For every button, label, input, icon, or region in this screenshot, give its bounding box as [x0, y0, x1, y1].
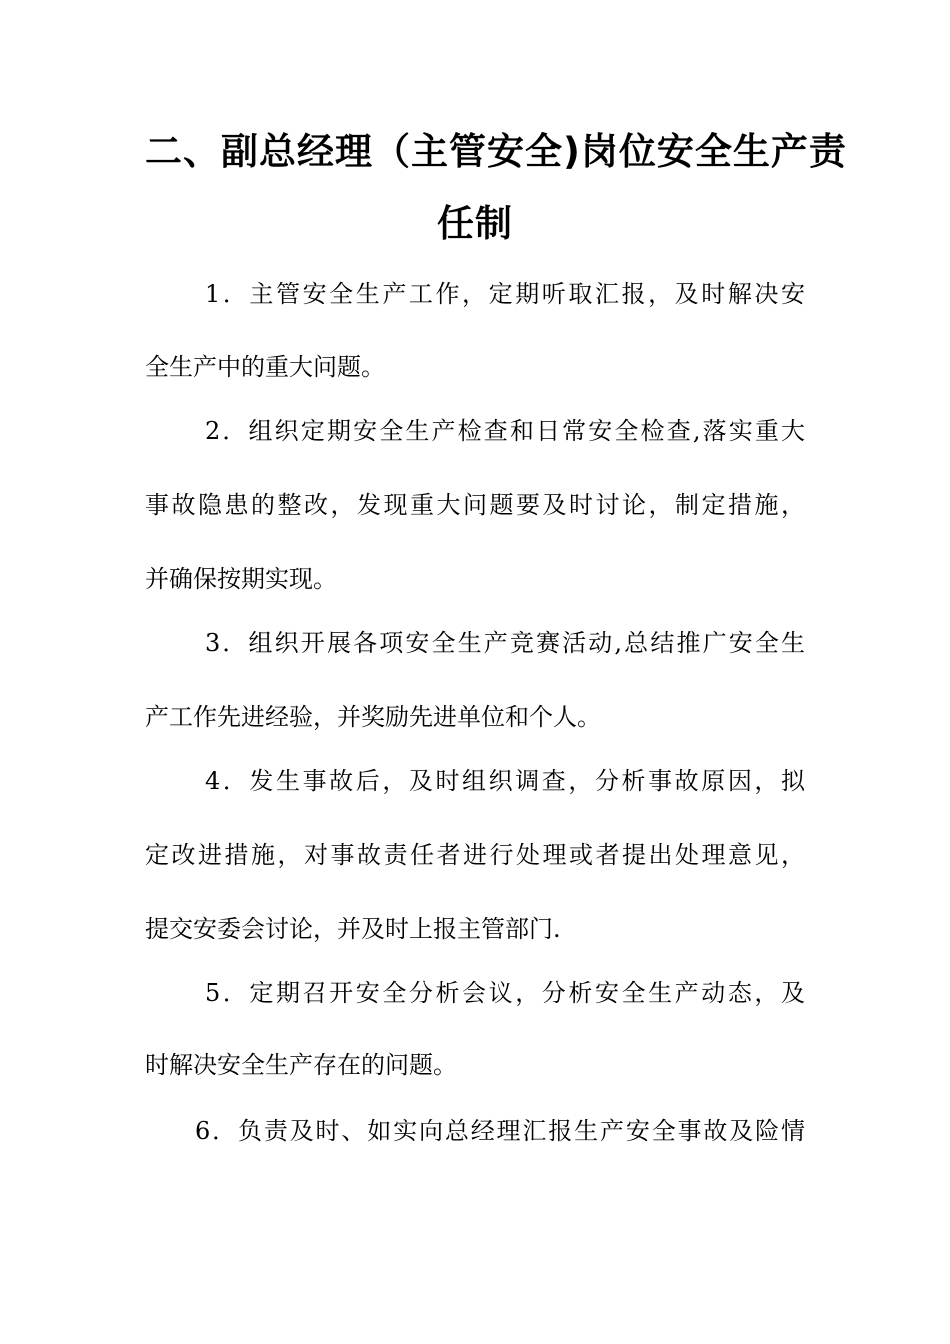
- paragraph-4-line-2: 定改进措施，对事故责任者进行处理或者提出处理意见，: [145, 841, 805, 869]
- paragraph-4-line-1: 4．发生事故后，及时组织调查，分析事故原因，拟: [205, 767, 805, 795]
- document-title-line-2: 任制: [437, 202, 513, 245]
- paragraph-5-line-1: 5．定期召开安全分析会议，分析安全生产动态，及: [205, 979, 805, 1007]
- paragraph-1-line-2: 全生产中的重大问题。: [145, 353, 385, 381]
- paragraph-4-line-3: 提交安委会讨论，并及时上报主管部门.: [145, 915, 561, 943]
- paragraph-1-line-1: 1．主管安全生产工作，定期听取汇报，及时解决安: [205, 280, 805, 308]
- paragraph-2-line-3: 并确保按期实现。: [145, 565, 337, 593]
- paragraph-5-line-2: 时解决安全生产存在的问题。: [145, 1051, 457, 1079]
- document-title-line-1: 二、副总经理（主管安全)岗位安全生产责: [145, 130, 847, 173]
- paragraph-6-line-1: 6．负责及时、如实向总经理汇报生产安全事故及险情: [195, 1117, 805, 1145]
- paragraph-2-line-2: 事故隐患的整改，发现重大问题要及时讨论，制定措施，: [145, 491, 805, 519]
- paragraph-2-line-1: 2．组织定期安全生产检查和日常安全检查,落实重大: [205, 417, 805, 445]
- paragraph-3-line-2: 产工作先进经验，并奖励先进单位和个人。: [145, 703, 601, 731]
- paragraph-3-line-1: 3．组织开展各项安全生产竞赛活动,总结推广安全生: [205, 629, 805, 657]
